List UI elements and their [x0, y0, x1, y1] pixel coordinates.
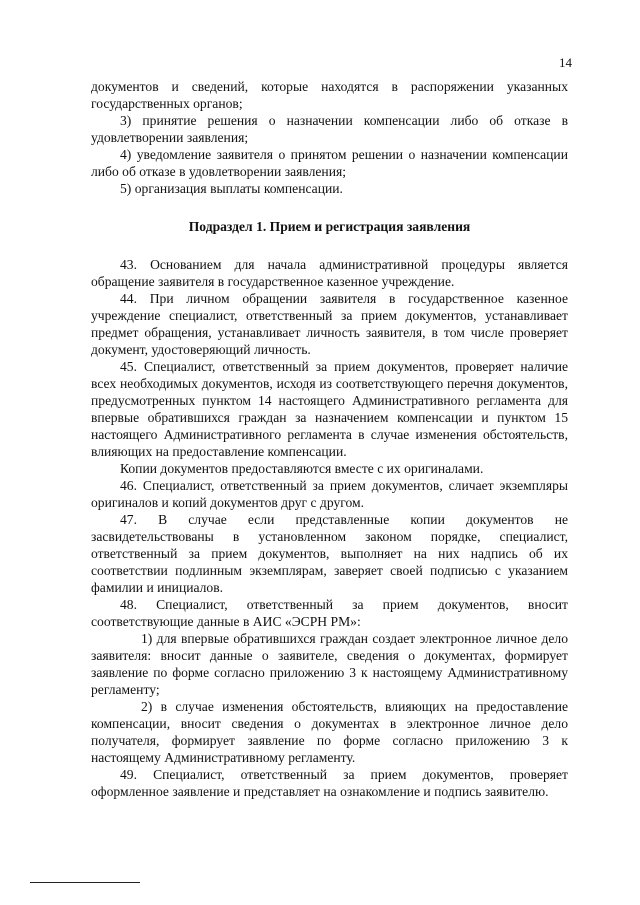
paragraph-copies-note: Копии документов предоставляются вместе с их оригиналами.: [120, 461, 484, 476]
paragraph-48-item-1: 1) для впервые обратившихся граждан создает электронное личное дело заявителя: вносит данные о заявителе, сведения о документах, формирует заявление по форме согласно приложению 3 к настоящему Административному регламенту;: [91, 631, 568, 697]
paragraph-48: 48. Специалист, ответственный за прием документов, вносит соответствующие данные в АИС «ЭСРН РМ»:: [91, 597, 568, 629]
paragraph-46: 46. Специалист, ответственный за прием документов, сличает экземпляры оригиналов и копий документов друг с другом.: [91, 478, 568, 510]
paragraph-49: 49. Специалист, ответственный за прием документов, проверяет оформленное заявление и представляет на ознакомление и подпись заявителю.: [91, 767, 568, 799]
page-number: 14: [559, 55, 572, 70]
paragraph-45: 45. Специалист, ответственный за прием документов, проверяет наличие всех необходимых документов, исходя из соответствующего перечня документов, предусмотренных пунктом 14 настоящего Административного регламента для впервые обратившихся граждан за назначением компенсации и пунктом 15 настоящего Административного регламента в случае изменения обстоятельств, влияющих на предоставление компенсации.: [91, 359, 568, 459]
paragraph-47: 47. В случае если представленные копии документов не засвидетельствованы в установленном законом порядке, специалист, ответственный за прием документов, выполняет на них надпись об их соответствии подлинным экземплярам, заверяет своей подписью с указанием фамилии и инициалов.: [91, 512, 568, 595]
list-item-4: 4) уведомление заявителя о принятом решении о назначении компенсации либо об отказе в удовлетворении заявления;: [91, 147, 568, 179]
list-item-3: 3) принятие решения о назначении компенсации либо об отказе в удовлетворении заявления;: [91, 113, 568, 145]
document-body: [91, 78, 568, 800]
paragraph-43: 43. Основанием для начала административной процедуры является обращение заявителя в государственное казенное учреждение.: [91, 257, 568, 289]
footnote-divider: [30, 882, 140, 883]
section-heading: Подраздел 1. Прием и регистрация заявления: [188, 219, 471, 234]
paragraph-44: 44. При личном обращении заявителя в государственное казенное учреждение специалист, ответственный за прием документов, устанавливает предмет обращения, устанавливает личность заявителя, в том числе проверяет документ, удостоверяющий личность.: [91, 291, 568, 357]
list-item-5: 5) организация выплаты компенсации.: [120, 181, 343, 196]
paragraph-continuation: документов и сведений, которые находятся в распоряжении указанных государственных органов;: [91, 79, 568, 111]
paragraph-48-item-2: 2) в случае изменения обстоятельств, влияющих на предоставление компенсации, вносит сведения о документах в электронное личное дело получателя, формирует заявление по форме согласно приложению 3 к настоящему Административному регламенту.: [91, 699, 568, 765]
